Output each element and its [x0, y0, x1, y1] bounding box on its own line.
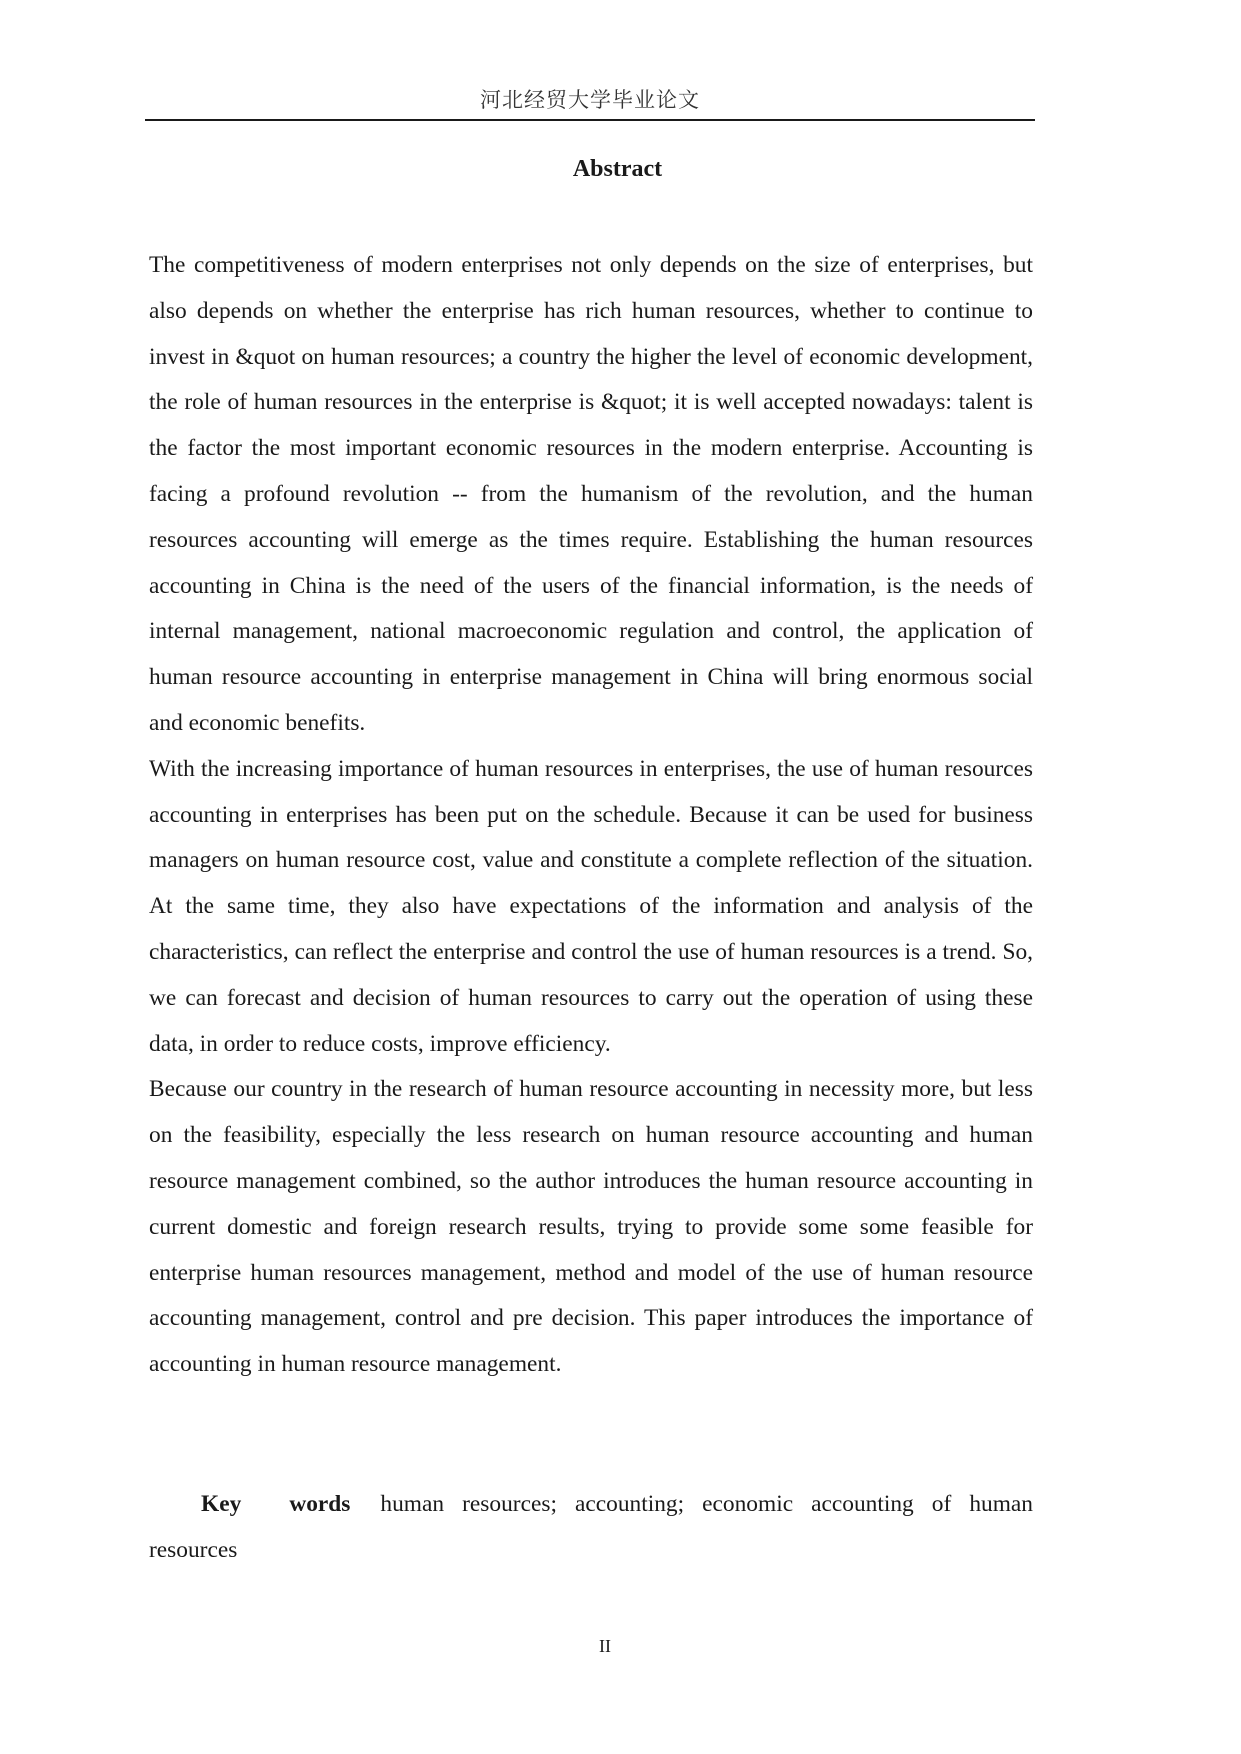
abstract-paragraph-2: With the increasing importance of human resources in enterprises, the use of human resources accounting in enterprises has been put on the schedule. Because it can be used for business managers on human resource cost, value and constitute a complete reflection of the situation. At the same time, they also have expectations of the information and analysis of the characteristics, can reflect the enterprise and control the use of human resources is a trend. So, we can forecast and decision of human resources to carry out the operation of using these data, in order to reduce costs, improve efficiency.	[149, 755, 1033, 1057]
running-header: 河北经贸大学毕业论文	[480, 88, 700, 112]
header-divider	[145, 119, 1035, 121]
abstract-body	[149, 243, 1033, 1388]
keywords-text: human resources; accounting; economic accounting of human resources	[149, 1491, 1033, 1563]
abstract-paragraph-1: The competitiveness of modern enterprises not only depends on the size of enterprises, but also depends on whether the enterprise has rich human resources, whether to continue to invest in &quot on human resources; a country the higher the level of economic development, the role of human resources in the enterprise is &quot; it is well accepted nowadays: talent is the factor the most important economic resources in the modern enterprise. Accounting is facing a profound revolution -- from the humanism of the revolution, and the human resources accounting will emerge as the times require. Establishing the human resources accounting in China is the need of the users of the financial information, is the needs of internal management, national macroeconomic regulation and control, the application of human resource accounting in enterprise management in China will bring enormous social and economic benefits.	[149, 252, 1033, 736]
abstract-title: Abstract	[572, 156, 663, 182]
abstract-paragraph-3: Because our country in the research of human resource accounting in necessity more, but less on the feasibility, especially the less research on human resource accounting and human resource management combined, so the author introduces the human resource accounting in current domestic and foreign research results, trying to provide some some feasible for enterprise human resources management, method and model of the use of human resource accounting management, control and pre decision. This paper introduces the importance of accounting in human resource management.	[149, 1076, 1033, 1378]
keywords-block	[149, 1482, 1033, 1574]
page-number: II	[599, 1636, 611, 1656]
keywords-label: Key words	[201, 1491, 351, 1517]
